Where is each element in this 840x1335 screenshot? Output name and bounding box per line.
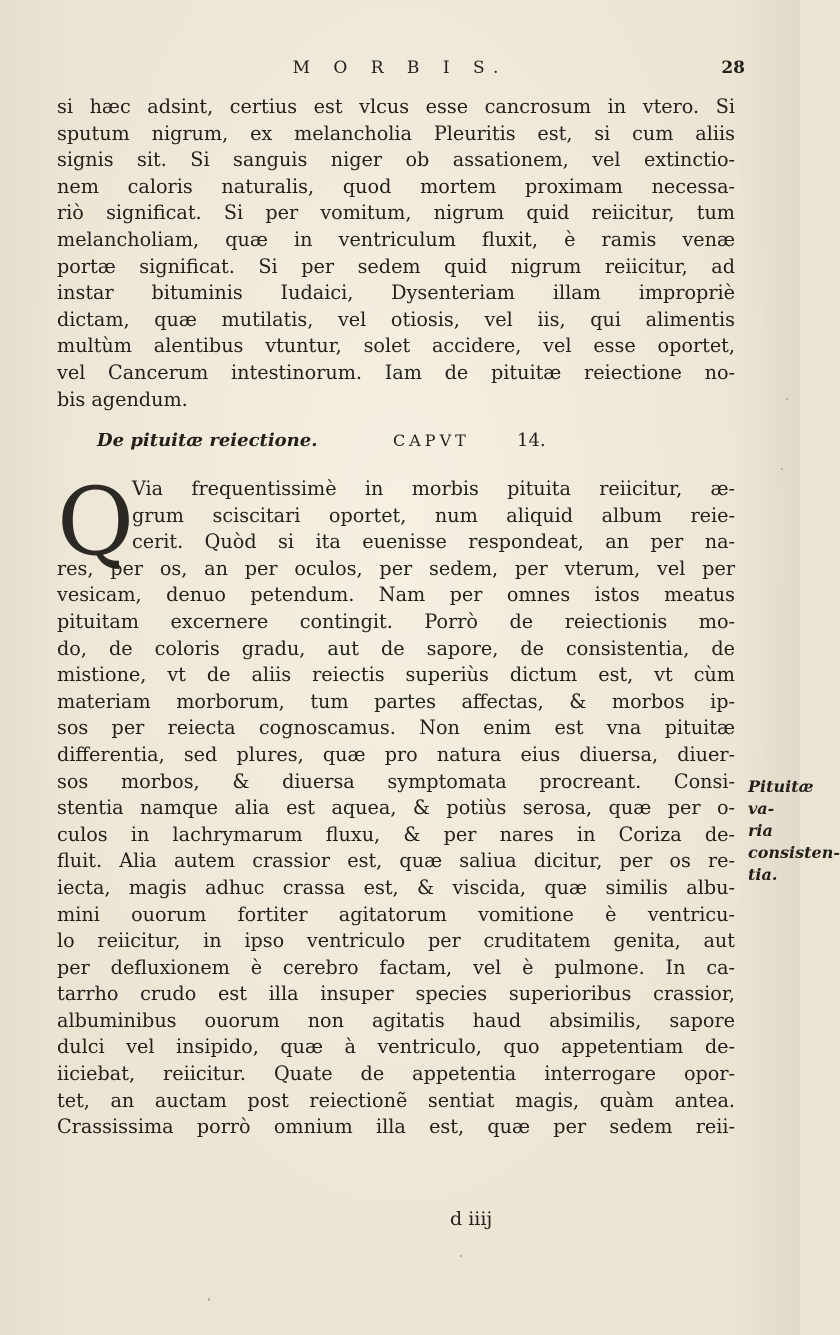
paper-speck	[786, 398, 788, 400]
text-line: si hæc adsint, certius est vlcus esse cancrosum in vtero. Si	[57, 95, 735, 118]
margin-note-line: Pituitæ va-	[748, 777, 814, 818]
text-line: sos per reiecta cognoscamus. Non enim est vna pituitæ	[57, 716, 735, 740]
text-line: per defluxionem è cerebro factam, vel è pulmone. In ca-	[57, 955, 735, 979]
text-line: Via frequentissimè in morbis pituita reiicitur, æ-	[132, 477, 735, 500]
text-line: nem caloris naturalis, quod mortem proximam necessa-	[57, 174, 735, 198]
page-number: 28	[721, 58, 745, 78]
text-line: instar bituminis Iudaici, Dysenteriam illam impropriè	[57, 281, 735, 305]
text-line: stentia namque alia est aquea, & potiùs serosa, quæ per o-	[57, 796, 735, 820]
paper-speck	[208, 1298, 210, 1301]
text-line: tet, an auctam post reiectionẽ sentiat magis, quàm antea.	[57, 1088, 735, 1112]
text-line: grum sciscitari oportet, num aliquid album reie-	[132, 503, 735, 527]
text-line: cerit. Quòd si ita euenisse respondeat, an per na-	[132, 530, 735, 554]
margin-note	[748, 776, 840, 886]
text-line: melancholiam, quæ in ventriculum fluxit, è ramis venæ	[57, 227, 735, 251]
text-line: sputum nigrum, ex melancholia Pleuritis est, si cum aliis	[57, 121, 735, 145]
text-line: signis sit. Si sanguis niger ob assationem, vel extinctio-	[57, 148, 735, 172]
text-line: mini ouorum fortiter agitatorum vomitione è ventricu-	[57, 902, 735, 926]
text-line: do, de coloris gradu, aut de sapore, de consistentia, de	[57, 636, 735, 660]
text-line: culos in lachrymarum fluxu, & per nares in Coriza de-	[57, 822, 735, 846]
text-line: bis agendum.	[57, 387, 188, 411]
paragraph-2	[57, 468, 735, 1141]
text-line: res, per os, an per oculos, per sedem, per vterum, vel per	[57, 556, 735, 580]
running-head	[55, 58, 745, 88]
text-line: sos morbos, & diuersa symptomata procreant. Consi-	[57, 769, 735, 793]
signature-mark: d iiij	[450, 1208, 493, 1230]
chapter-title: De pituitæ reiectione.	[97, 430, 318, 451]
text-line: iiciebat, reiicitur. Quate de appetentia interrogare opor-	[57, 1062, 735, 1086]
text-line: Crassissima porrò omnium illa est, quæ per sedem reii-	[57, 1115, 735, 1139]
margin-note-line: ria consisten-	[748, 821, 840, 862]
text-line: dulci vel insipido, quæ à ventriculo, quo appetentiam de-	[57, 1035, 735, 1059]
text-line: vesicam, denuo petendum. Nam per omnes istos meatus	[57, 583, 735, 607]
text-line: materiam morborum, tum partes affectas, & morbos ip-	[57, 689, 735, 713]
running-title: M O R B I S.	[292, 58, 508, 78]
text-line: albuminibus ouorum non agitatis haud absimilis, sapore	[57, 1008, 735, 1032]
drop-cap-initial: Q	[57, 468, 135, 577]
text-line: dictam, quæ mutilatis, vel otiosis, vel iis, qui alimentis	[57, 307, 735, 331]
paragraph-1	[57, 94, 735, 413]
paper-speck	[460, 1255, 462, 1257]
text-line: iecta, magis adhuc crassa est, & viscida, quæ similis albu-	[57, 875, 735, 899]
margin-note-line: tia.	[748, 865, 778, 884]
text-line: tarrho crudo est illa insuper species superioribus crassior,	[57, 982, 735, 1006]
chapter-label: CAPVT	[393, 431, 470, 450]
text-line: portæ significat. Si per sedem quid nigrum reiicitur, ad	[57, 254, 735, 278]
text-line: pituitam excernere contingit. Porrò de reiectionis mo-	[57, 609, 735, 633]
text-line: differentia, sed plures, quæ pro natura eius diuersa, diuer-	[57, 742, 735, 766]
paper-speck	[781, 468, 783, 470]
text-line: mistione, vt de aliis reiectis superiùs dictum est, vt cùm	[57, 663, 735, 687]
chapter-heading	[97, 430, 567, 460]
chapter-number: 14.	[517, 430, 546, 451]
text-line: multùm alentibus vtuntur, solet accidere, vel esse oportet,	[57, 334, 735, 358]
text-line: lo reiicitur, in ipso ventriculo per cruditatem genita, aut	[57, 929, 735, 953]
text-line: fluit. Alia autem crassior est, quæ saliua dicitur, per os re-	[57, 849, 735, 873]
text-line: vel Cancerum intestinorum. Iam de pituitæ reiectione no-	[57, 360, 735, 384]
text-line: riò significat. Si per vomitum, nigrum quid reiicitur, tum	[57, 201, 735, 225]
